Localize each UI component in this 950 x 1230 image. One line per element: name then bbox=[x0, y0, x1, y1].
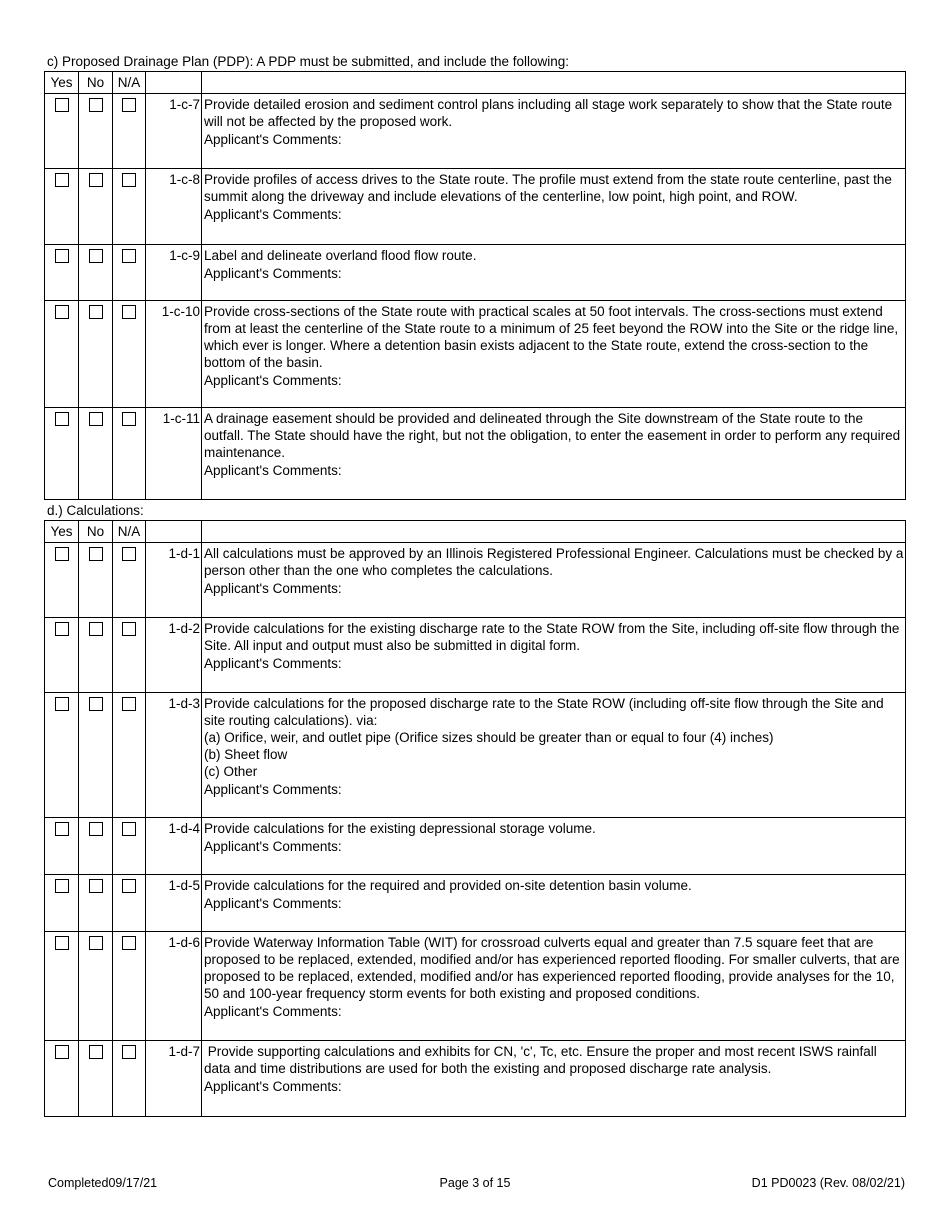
na-checkbox[interactable] bbox=[122, 822, 136, 836]
item-code: 1-d-7 bbox=[146, 1041, 202, 1117]
item-description bbox=[202, 94, 906, 169]
na-checkbox[interactable] bbox=[122, 697, 136, 711]
no-checkbox[interactable] bbox=[89, 305, 103, 319]
table-row bbox=[45, 408, 906, 500]
na-checkbox[interactable] bbox=[122, 622, 136, 636]
yes-checkbox[interactable] bbox=[55, 173, 69, 187]
form-id: D1 PD0023 (Rev. 08/02/21) bbox=[751, 1176, 905, 1190]
table-row bbox=[45, 301, 906, 408]
yes-checkbox[interactable] bbox=[55, 1045, 69, 1059]
no-checkbox[interactable] bbox=[89, 879, 103, 893]
na-checkbox[interactable] bbox=[122, 98, 136, 112]
table-header bbox=[45, 521, 906, 543]
item-code: 1-c-10 bbox=[146, 301, 202, 408]
header-na: N/A bbox=[113, 72, 146, 94]
no-checkbox[interactable] bbox=[89, 249, 103, 263]
option-orifice: (a) Orifice, weir, and outlet pipe (Orifice sizes should be greater than or equal to four (4) inches) bbox=[204, 730, 774, 745]
table-row bbox=[45, 1041, 906, 1117]
applicant-comments-label: Applicant's Comments: bbox=[204, 839, 342, 854]
applicant-comments-label: Applicant's Comments: bbox=[204, 656, 342, 671]
table-row bbox=[45, 693, 906, 818]
item-description bbox=[202, 543, 906, 618]
no-checkbox[interactable] bbox=[89, 173, 103, 187]
item-code: 1-d-1 bbox=[146, 543, 202, 618]
yes-checkbox[interactable] bbox=[55, 622, 69, 636]
item-code: 1-d-2 bbox=[146, 618, 202, 693]
item-description bbox=[202, 818, 906, 875]
no-checkbox[interactable] bbox=[89, 822, 103, 836]
header-yes: Yes bbox=[45, 521, 79, 543]
item-code: 1-d-5 bbox=[146, 875, 202, 932]
header-yes: Yes bbox=[45, 72, 79, 94]
header-na: N/A bbox=[113, 521, 146, 543]
no-checkbox[interactable] bbox=[89, 622, 103, 636]
item-description bbox=[202, 875, 906, 932]
applicant-comments-label: Applicant's Comments: bbox=[204, 132, 342, 147]
option-sheet-flow: (b) Sheet flow bbox=[204, 747, 288, 762]
completed-date: 09/17/21 bbox=[108, 1176, 158, 1190]
item-code: 1-d-6 bbox=[146, 932, 202, 1041]
yes-checkbox[interactable] bbox=[55, 98, 69, 112]
yes-checkbox[interactable] bbox=[55, 879, 69, 893]
applicant-comments-label: Applicant's Comments: bbox=[204, 581, 342, 596]
no-checkbox[interactable] bbox=[89, 412, 103, 426]
item-description bbox=[202, 932, 906, 1041]
item-text: Provide supporting calculations and exhibits for CN, 'c', Tc, etc. Ensure the proper and most recent ISWS rainfall data and time distributions are used for both the existing and proposed discharge rate analysis. bbox=[204, 1044, 881, 1076]
item-description bbox=[202, 169, 906, 245]
applicant-comments-label: Applicant's Comments: bbox=[204, 266, 342, 281]
item-text: Provide Waterway Information Table (WIT) for crossroad culverts equal and greater than 7.5 square feet that are proposed to be replaced, extended, modified and/or has experienced reported flooding. For smaller culverts, that are proposed to be replaced, extended, modified and/or has experienced reported flooding, provide analyses for the 10, 50 and 100-year frequency storm events for both existing and proposed conditions. bbox=[204, 935, 900, 1001]
yes-checkbox[interactable] bbox=[55, 412, 69, 426]
item-text: Provide calculations for the proposed discharge rate to the State ROW (including off-site flow through the Site and site routing calculations). via: bbox=[204, 696, 884, 728]
na-checkbox[interactable] bbox=[122, 412, 136, 426]
applicant-comments-label: Applicant's Comments: bbox=[204, 463, 342, 478]
table-row bbox=[45, 932, 906, 1041]
item-code: 1-c-7 bbox=[146, 94, 202, 169]
na-checkbox[interactable] bbox=[122, 547, 136, 561]
item-text: Provide calculations for the existing depressional storage volume. bbox=[204, 821, 596, 836]
item-description bbox=[202, 301, 906, 408]
header-code bbox=[146, 521, 202, 543]
table-row bbox=[45, 169, 906, 245]
table-row bbox=[45, 618, 906, 693]
item-text: Provide detailed erosion and sediment control plans including all stage work separately to show that the State route will not be affected by the proposed work. bbox=[204, 97, 893, 129]
table-row bbox=[45, 818, 906, 875]
yes-checkbox[interactable] bbox=[55, 697, 69, 711]
yes-checkbox[interactable] bbox=[55, 936, 69, 950]
item-code: 1-c-11 bbox=[146, 408, 202, 500]
no-checkbox[interactable] bbox=[89, 697, 103, 711]
na-checkbox[interactable] bbox=[122, 936, 136, 950]
option-other: (c) Other bbox=[204, 764, 258, 779]
item-code: 1-c-8 bbox=[146, 169, 202, 245]
na-checkbox[interactable] bbox=[122, 305, 136, 319]
no-checkbox[interactable] bbox=[89, 547, 103, 561]
table-header bbox=[45, 72, 906, 94]
item-code: 1-d-4 bbox=[146, 818, 202, 875]
section-c-table bbox=[44, 71, 906, 500]
no-checkbox[interactable] bbox=[89, 936, 103, 950]
item-description bbox=[202, 618, 906, 693]
no-checkbox[interactable] bbox=[89, 1045, 103, 1059]
item-text: Provide profiles of access drives to the State route. The profile must extend from the state route centerline, past the summit along the driveway and include elevations of the centerline, low point, high point, and ROW. bbox=[204, 172, 892, 204]
table-row bbox=[45, 94, 906, 169]
item-text: Provide calculations for the required and provided on-site detention basin volume. bbox=[204, 878, 692, 893]
table-row bbox=[45, 245, 906, 301]
yes-checkbox[interactable] bbox=[55, 305, 69, 319]
item-text: All calculations must be approved by an Illinois Registered Professional Engineer. Calculations must be checked by a person other than the one who completes the calculations. bbox=[204, 546, 904, 578]
na-checkbox[interactable] bbox=[122, 879, 136, 893]
table-row bbox=[45, 875, 906, 932]
section-d-title: d.) Calculations: bbox=[47, 503, 144, 518]
na-checkbox[interactable] bbox=[122, 249, 136, 263]
na-checkbox[interactable] bbox=[122, 173, 136, 187]
page-number: Page 3 of 15 bbox=[439, 1176, 511, 1190]
item-description bbox=[202, 1041, 906, 1117]
yes-checkbox[interactable] bbox=[55, 547, 69, 561]
header-description bbox=[202, 72, 906, 94]
applicant-comments-label: Applicant's Comments: bbox=[204, 1004, 342, 1019]
header-no: No bbox=[79, 521, 113, 543]
section-c-title: c) Proposed Drainage Plan (PDP): A PDP must be submitted, and include the following: bbox=[47, 54, 570, 69]
header-code bbox=[146, 72, 202, 94]
applicant-comments-label: Applicant's Comments: bbox=[204, 1079, 342, 1094]
item-code: 1-d-3 bbox=[146, 693, 202, 818]
item-text: Provide cross-sections of the State route with practical scales at 50 foot intervals. The cross-sections must extend from at least the centerline of the State route to a minimum of 25 feet beyond the ROW into the Site or the ridge line, which ever is longer. Where a detention basin exists adjacent to the State route, extend the cross-section to the bottom of the basin. bbox=[204, 304, 899, 370]
yes-checkbox[interactable] bbox=[55, 249, 69, 263]
completed-label: Completed bbox=[48, 1176, 109, 1190]
no-checkbox[interactable] bbox=[89, 98, 103, 112]
header-no: No bbox=[79, 72, 113, 94]
header-description bbox=[202, 521, 906, 543]
na-checkbox[interactable] bbox=[122, 1045, 136, 1059]
item-text: Label and delineate overland flood flow route. bbox=[204, 248, 477, 263]
item-text: A drainage easement should be provided and delineated through the Site downstream of the State route to the outfall. The State should have the right, but not the obligation, to enter the easement in order to perform any required maintenance. bbox=[204, 411, 901, 460]
applicant-comments-label: Applicant's Comments: bbox=[204, 896, 342, 911]
applicant-comments-label: Applicant's Comments: bbox=[204, 782, 342, 797]
table-row bbox=[45, 543, 906, 618]
section-d-table bbox=[44, 520, 906, 1117]
item-code: 1-c-9 bbox=[146, 245, 202, 301]
yes-checkbox[interactable] bbox=[55, 822, 69, 836]
item-description bbox=[202, 693, 906, 818]
item-text: Provide calculations for the existing discharge rate to the State ROW from the Site, including off-site flow through the Site. All input and output must also be submitted in digital form. bbox=[204, 621, 900, 653]
item-description bbox=[202, 408, 906, 500]
applicant-comments-label: Applicant's Comments: bbox=[204, 207, 342, 222]
item-description bbox=[202, 245, 906, 301]
applicant-comments-label: Applicant's Comments: bbox=[204, 373, 342, 388]
